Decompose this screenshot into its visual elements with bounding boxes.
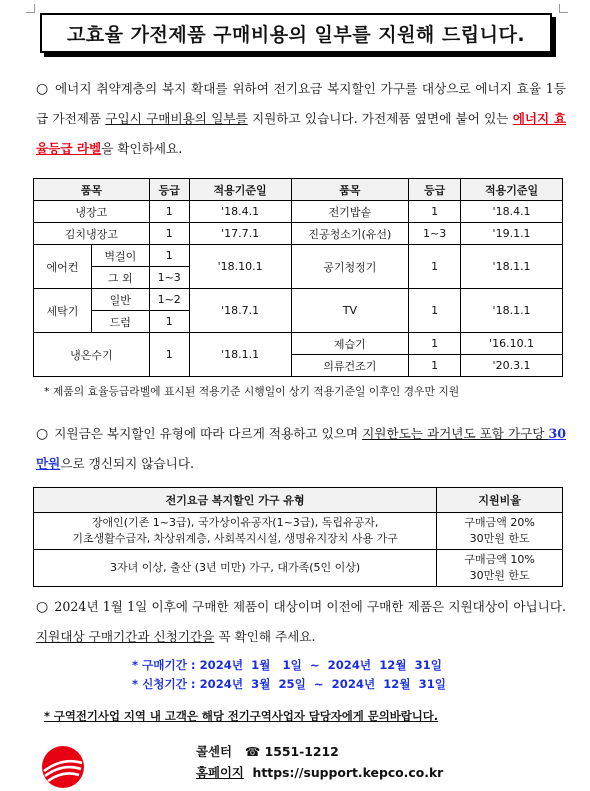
table-row <box>34 550 563 587</box>
website-link[interactable]: https://support.kepco.co.kr <box>252 765 444 780</box>
date-cell: '18.1.1 <box>189 333 291 377</box>
intro-text-3: 을 확인하세요. <box>101 141 183 156</box>
date-cell: '19.1.1 <box>461 223 563 245</box>
product-washer: 세탁기 <box>34 289 92 333</box>
support-amount: 30만원 <box>36 426 566 471</box>
support-rate-table <box>33 487 563 587</box>
table-row <box>34 289 563 311</box>
product-dehumidifier: 제습기 <box>291 333 409 355</box>
support-text-1: 지원금은 복지할인 유형에 따라 다르게 적용하고 있으며 <box>54 426 363 441</box>
grade-cell: 1 <box>409 355 461 377</box>
contact-block <box>196 741 443 783</box>
period-list <box>132 656 446 694</box>
date-cell: '18.1.1 <box>461 289 563 333</box>
washer-drum-type: 드럼 <box>91 311 149 333</box>
table-footnote: * 제품의 효율등급라벨에 표시된 적용기준 시행일이 상기 적용기준일 이후인 경우만 지원 <box>44 385 460 398</box>
product-kimchi-fridge: 김치냉장고 <box>34 223 150 245</box>
support-underlined: 지원한도는 과거년도 포함 가구당 <box>362 426 549 441</box>
date-cell: '18.4.1 <box>461 201 563 223</box>
eligibility-text-1: 2024년 1월 1일 이후에 구매한 제품이 대상이며 이전에 구매한 제품은 지원대상이 아닙니다. <box>54 599 566 614</box>
efficiency-label-highlight: 에너지 효율등급 라벨 <box>36 111 567 156</box>
support-limit-paragraph <box>36 419 566 479</box>
eligibility-text-2: 꼭 확인해 주세요. <box>214 629 316 644</box>
regional-notice: * 구역전기사업 지역 내 고객은 해당 전기구역사업자 담당자에게 문의바랍니다. <box>44 709 439 723</box>
page-title <box>40 13 552 53</box>
page-corner-mark-left <box>26 4 35 13</box>
header-household-type: 전기요금 복지할인 가구 유형 <box>34 488 437 513</box>
household-type-line: 3자녀 이상, 출산 (3년 미만) 가구, 대가족(5인 이상) <box>109 561 361 574</box>
date-cell: '18.4.1 <box>189 201 291 223</box>
household-type-cell <box>34 550 437 587</box>
rate-line: 구매금액 20% <box>464 516 535 529</box>
household-type-line: 장애인(기존 1~3급), 국가상이유공자(1~3급), 독립유공자, <box>91 516 379 529</box>
grade-cell: 1 <box>409 333 461 355</box>
website-label: 홈페이지 <box>196 765 244 780</box>
product-fridge: 냉장고 <box>34 201 150 223</box>
product-vacuum: 진공청소기(유선) <box>291 223 409 245</box>
grade-cell: 1 <box>149 223 189 245</box>
grade-cell: 1~2 <box>149 289 189 311</box>
table-row <box>34 245 563 267</box>
bullet-circle-icon: ○ <box>36 426 49 442</box>
bullet-circle-icon: ○ <box>36 599 49 615</box>
eligible-products-table <box>33 178 563 377</box>
support-rate-cell <box>437 513 563 550</box>
header-date-right: 적용기준일 <box>461 179 563 201</box>
header-item: 품목 <box>34 179 150 201</box>
aircon-wall-type: 벽걸이 <box>91 245 149 267</box>
date-cell: '18.7.1 <box>189 289 291 333</box>
date-cell: '18.10.1 <box>189 245 291 289</box>
purchase-period: * 구매기간 : 2024년 1월 1일 ~ 2024년 12월 31일 <box>132 658 442 672</box>
aircon-other-type: 그 외 <box>91 267 149 289</box>
rate-limit-line: 30만원 한도 <box>469 532 530 545</box>
intro-underlined: 구입시 구매비용의 일부를 <box>105 111 248 126</box>
call-center-number[interactable]: 1551-1212 <box>264 744 339 759</box>
call-center-row <box>196 741 443 762</box>
rate-limit-line: 30만원 한도 <box>469 569 530 582</box>
table-row <box>34 513 563 550</box>
grade-cell: 1~3 <box>149 267 189 289</box>
page-title-text: 고효율 가전제품 구매비용의 일부를 지원해 드립니다. <box>66 23 526 46</box>
header-grade: 등급 <box>149 179 189 201</box>
product-tv: TV <box>291 289 409 333</box>
household-type-line: 기초생활수급자, 차상위계층, 사회복지시설, 생명유지장치 사용 가구 <box>72 532 398 545</box>
washer-normal-type: 일반 <box>91 289 149 311</box>
grade-cell: 1~3 <box>409 223 461 245</box>
table-row <box>34 201 563 223</box>
bullet-circle-icon: ○ <box>36 81 50 97</box>
support-text-2: 으로 갱신되지 않습니다. <box>60 456 195 471</box>
grade-cell: 1 <box>409 245 461 289</box>
website-row <box>196 762 443 783</box>
product-air-purifier: 공기청정기 <box>291 245 409 289</box>
call-center-label: 콜센터 <box>196 744 232 759</box>
header-item-right: 품목 <box>291 179 409 201</box>
table-row <box>34 333 563 355</box>
product-water-dispenser: 냉온수기 <box>34 333 150 377</box>
eligibility-paragraph <box>36 592 566 652</box>
intro-text-1: 에너지 취약계층의 복지 확대를 위하여 전기요금 복지할인 가구를 대상으로 에너지 효율 1등급 가전제품 <box>36 81 566 126</box>
rate-line: 구매금액 10% <box>464 553 535 566</box>
product-rice-cooker: 전기밥솥 <box>291 201 409 223</box>
grade-cell: 1 <box>149 333 189 377</box>
date-cell: '16.10.1 <box>461 333 563 355</box>
page-corner-mark-right <box>559 4 568 13</box>
product-aircon: 에어컨 <box>34 245 92 289</box>
header-support-rate: 지원비율 <box>437 488 563 513</box>
table-header-row <box>34 179 563 201</box>
date-cell: '18.1.1 <box>461 245 563 289</box>
grade-cell: 1 <box>409 289 461 333</box>
kepco-logo-icon <box>40 744 86 790</box>
grade-cell: 1 <box>409 201 461 223</box>
header-grade-right: 등급 <box>409 179 461 201</box>
intro-text-2: 지원하고 있습니다. 가전제품 옆면에 붙어 있는 <box>247 111 513 126</box>
phone-icon: ☎ <box>244 744 261 759</box>
date-cell: '20.3.1 <box>461 355 563 377</box>
intro-paragraph <box>36 74 566 164</box>
household-type-cell <box>34 513 437 550</box>
product-clothes-dryer: 의류건조기 <box>291 355 409 377</box>
eligibility-underlined: 지원대상 구매기간과 신청기간을 <box>36 629 215 644</box>
table-header-row <box>34 488 563 513</box>
support-rate-cell <box>437 550 563 587</box>
grade-cell: 1 <box>149 311 189 333</box>
grade-cell: 1 <box>149 201 189 223</box>
date-cell: '17.7.1 <box>189 223 291 245</box>
table-row <box>34 223 563 245</box>
grade-cell: 1 <box>149 245 189 267</box>
application-period: * 신청기간 : 2024년 3월 25일 ~ 2024년 12월 31일 <box>132 677 446 691</box>
header-date: 적용기준일 <box>189 179 291 201</box>
